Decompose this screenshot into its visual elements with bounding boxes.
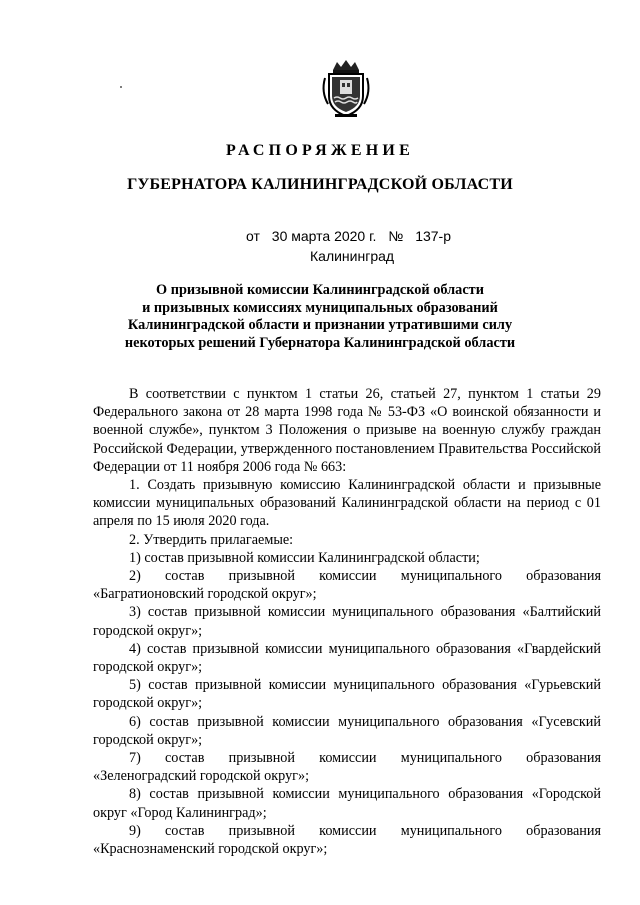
document-city: Калининград bbox=[310, 248, 395, 264]
coat-of-arms-icon bbox=[319, 58, 373, 120]
date-number-line bbox=[246, 228, 459, 244]
document-subject bbox=[0, 282, 640, 352]
subitem-paragraph: 4) состав призывной комиссии муниципального образования «Гвардейский городской округ»; bbox=[93, 640, 601, 676]
scan-speck bbox=[120, 86, 122, 88]
document-type-heading: РАСПОРЯЖЕНИЕ bbox=[226, 142, 414, 159]
item-2-paragraph: 2. Утвердить прилагаемые: bbox=[129, 531, 294, 548]
issuer-heading: ГУБЕРНАТОРА КАЛИНИНГРАДСКОЙ ОБЛАСТИ bbox=[127, 176, 513, 193]
subject-line: О призывной комиссии Калининградской области bbox=[156, 282, 484, 298]
subject-line: некоторых решений Губернатора Калининградской области bbox=[124, 334, 516, 351]
document-number: 137-р bbox=[415, 228, 452, 244]
subitem-paragraph: 9) состав призывной комиссии муниципального образования «Краснознаменский городской округ»; bbox=[93, 822, 601, 858]
subitem-paragraph: 1) состав призывной комиссии Калининградской области; bbox=[129, 549, 480, 566]
subitem-paragraph: 8) состав призывной комиссии муниципального образования «Городской округ «Город Калининград»; bbox=[93, 786, 601, 821]
number-sign: № bbox=[388, 228, 404, 244]
document-date: 30 марта 2020 г. bbox=[271, 228, 377, 244]
document-body bbox=[93, 385, 601, 858]
subitem-paragraph: 2) состав призывной комиссии муниципального образования «Багратионовский городской округ»; bbox=[93, 568, 601, 603]
subitem-paragraph: 7) состав призывной комиссии муниципального образования «Зеленоградский городской округ»; bbox=[93, 750, 601, 785]
subitem-paragraph: 3) состав призывной комиссии муниципального образования «Балтийский городской округ»; bbox=[93, 604, 601, 639]
subject-line: Калининградской области и признании утратившими силу bbox=[127, 317, 513, 333]
subitem-paragraph: 5) состав призывной комиссии муниципального образования «Гурьевский городской округ»; bbox=[93, 677, 601, 712]
subitem-paragraph: 6) состав призывной комиссии муниципального образования «Гусевский городской округ»; bbox=[93, 713, 601, 748]
item-1-paragraph: 1. Создать призывную комиссию Калининградской области и призывные комиссии муниципальных образований Калининградской области на период с 01 апреля по 15 июля 2020 года. bbox=[93, 477, 601, 530]
subject-line: и призывных комиссиях муниципальных образований bbox=[142, 299, 498, 316]
date-prefix: от bbox=[246, 228, 260, 244]
preamble-paragraph: В соответствии с пунктом 1 статьи 26, статьей 27, пунктом 1 статьи 29 Федерального закона от 28 марта 1998 года № 53-ФЗ «О воинской обязанности и военной службе», пунктом 3 Положения о призыве на военную службу граждан Российской Федерации, утвержденного постановлением Правительства Российской Федерации от 11 ноября 2006 года № 663: bbox=[93, 386, 601, 475]
